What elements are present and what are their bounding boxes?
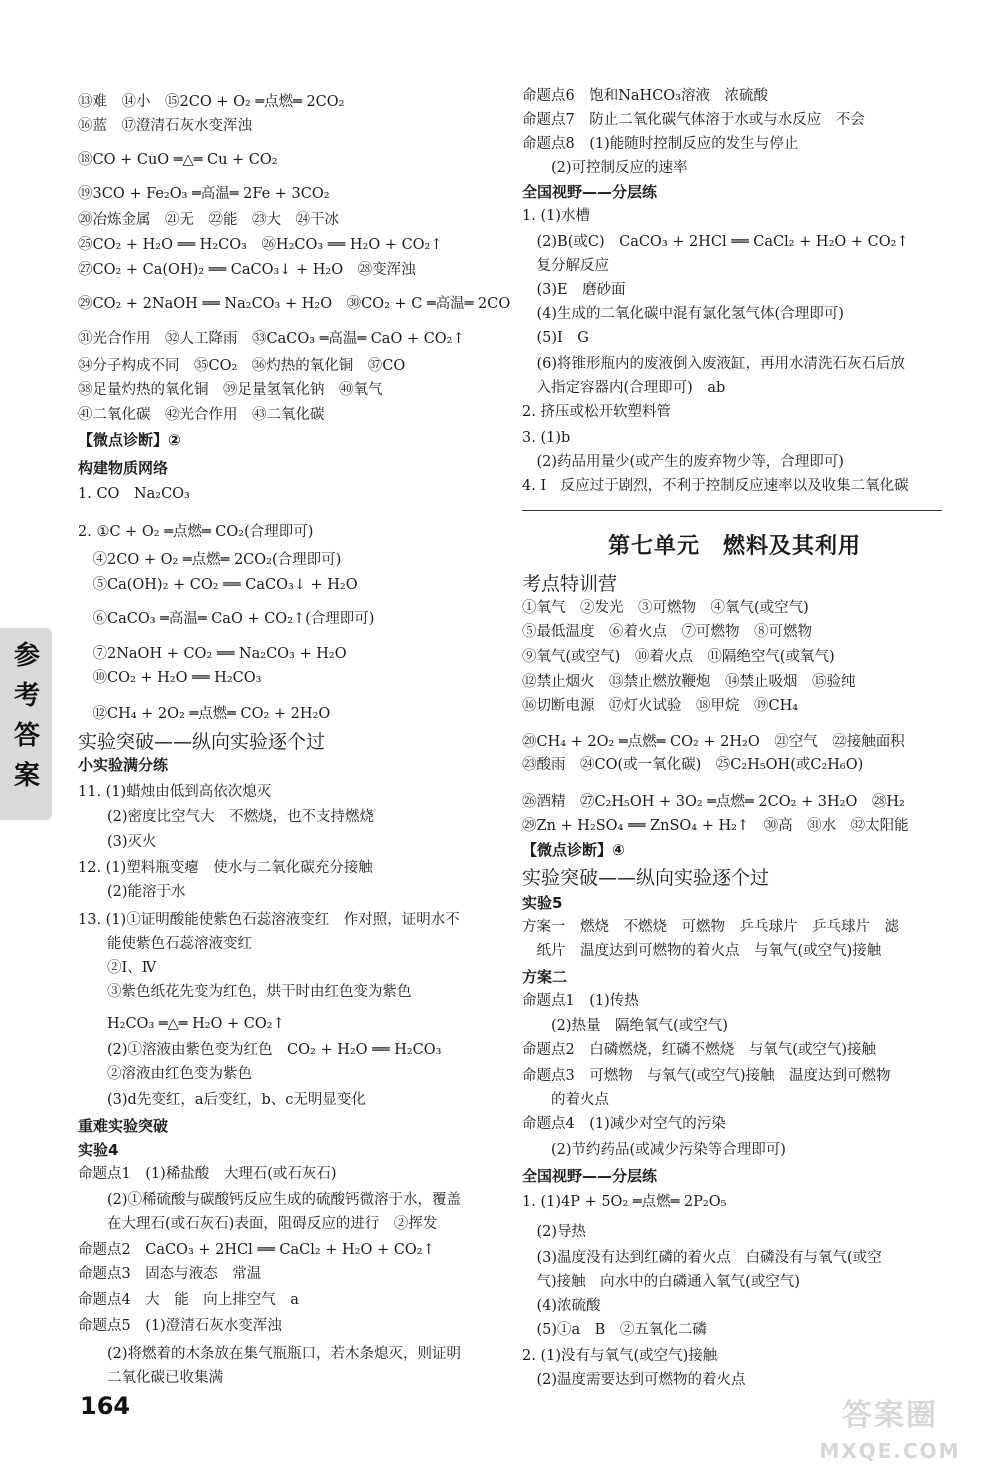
left-answer-line: (3)d先变红，a后变红，b、c无明显变化: [78, 1092, 366, 1108]
left-answer-line: ㉕CO₂ + H₂O ══ H₂CO₃ ㉖H₂CO₃ ══ H₂O + CO₂↑: [78, 237, 443, 253]
left-answer-line: ⑫CH₄ + 2O₂ ═点燃═ CO₂ + 2H₂O: [78, 706, 331, 722]
side-tab-label: 参考答案: [13, 641, 40, 791]
right-answer-line: ⑤最低温度 ⑥着火点 ⑦可燃物 ⑧可燃物: [522, 624, 812, 640]
left-answer-line: (2)①溶液由紫色变为红色 CO₂ + H₂O ══ H₂CO₃: [78, 1042, 442, 1058]
right-answer-line: (3)温度没有达到红磷的着火点 白磷没有与氧气(或空: [522, 1250, 882, 1266]
left-answer-line: 命题点4 大 能 向上排空气 a: [78, 1292, 299, 1308]
left-answer-line: ③紫色纸花先变为红色，烘干时由红色变为紫色: [78, 984, 412, 1000]
left-answer-line: 命题点2 CaCO₃ + 2HCl ══ CaCl₂ + H₂O + CO₂↑: [78, 1242, 435, 1258]
left-answer-line: 2. ①C + O₂ ═点燃═ CO₂(合理即可): [78, 524, 314, 540]
watermark-site: MXQE.COM: [819, 1439, 961, 1463]
right-answer-line: 命题点1 (1)传热: [522, 993, 639, 1009]
left-answer-line: ⑦2NaOH + CO₂ ══ Na₂CO₃ + H₂O: [78, 646, 347, 662]
left-answer-line: ⑯蓝 ⑰澄清石灰水变浑浊: [78, 118, 252, 134]
right-answer-line: ⑫禁止烟火 ⑬禁止燃放鞭炮 ⑭禁止吸烟 ⑮验纯: [522, 674, 856, 690]
left-answer-line: 13. (1)①证明酸能使紫色石蕊溶液变红 作对照，证明水不: [78, 912, 460, 928]
right-answer-line: (5)I G: [522, 330, 589, 346]
right-section-heading: 方案二: [522, 968, 568, 986]
right-answer-line: ⑳CH₄ + 2O₂ ═点燃═ CO₂ + 2H₂O ㉑空气 ㉒接触面积: [522, 734, 905, 750]
right-answer-line: (6)将锥形瓶内的废液倒入废液缸，再用水清洗石灰石后放: [522, 356, 906, 372]
left-answer-line: ⑩CO₂ + H₂O ══ H₂CO₃: [78, 670, 262, 686]
left-answer-line: ②Ⅰ、Ⅳ: [78, 960, 157, 976]
right-answer-line: 命题点7 防止二氧化碳气体溶于水或与水反应 不会: [522, 112, 865, 128]
left-answer-line: 在大理石(或石灰石)表面，阻碍反应的进行 ②挥发: [78, 1216, 438, 1232]
left-section-heading: 构建物质网络: [78, 459, 169, 477]
right-answer-line: (3)E 磨砂面: [522, 282, 626, 298]
left-answer-line: (2)密度比空气大 不燃烧，也不支持燃烧: [78, 809, 375, 825]
right-answer-line: 命题点2 白磷燃烧，红磷不燃烧 与氧气(或空气)接触: [522, 1042, 877, 1058]
section-divider: [522, 510, 942, 511]
watermark-main: 答案圈: [842, 1398, 938, 1433]
right-section-heading: 全国视野——分层练: [522, 183, 658, 201]
right-answer-line: 复分解反应: [522, 258, 609, 274]
left-answer-line: H₂CO₃ ═△═ H₂O + CO₂↑: [78, 1016, 285, 1032]
left-section-heading: 实验4: [78, 1141, 119, 1159]
right-answer-line: ⑨氧气(或空气) ⑩着火点 ⑪隔绝空气(或氧气): [522, 649, 835, 665]
left-answer-line: (2)将燃着的木条放在集气瓶瓶口，若木条熄灭，则证明: [78, 1346, 462, 1362]
left-answer-line: 命题点1 (1)稀盐酸 大理石(或石灰石): [78, 1166, 337, 1182]
left-answer-line: ㉞分子构成不同 ㉟CO₂ ㊱灼热的氧化铜 ㊲CO: [78, 358, 406, 374]
right-answer-line: (2)导热: [522, 1224, 587, 1240]
left-answer-line: 命题点5 (1)澄清石灰水变浑浊: [78, 1318, 282, 1334]
left-answer-line: ㉗CO₂ + Ca(OH)₂ ══ CaCO₃↓ + H₂O ㉘变浑浊: [78, 262, 416, 278]
right-answer-line: 命题点3 可燃物 与氧气(或空气)接触 温度达到可燃物: [522, 1068, 891, 1084]
left-answer-line: 12. (1)塑料瓶变瘪 使水与二氧化碳充分接触: [78, 860, 373, 876]
right-answer-line: 1. (1)水槽: [522, 208, 590, 224]
left-answer-line: ㊳足量灼热的氧化铜 ㊴足量氢氧化钠 ㊵氧气: [78, 382, 383, 398]
left-section-heading: 小实验满分练: [78, 756, 169, 774]
left-answer-line: (2)①稀硫酸与碳酸钙反应生成的硫酸钙微溶于水，覆盖: [78, 1192, 462, 1208]
right-answer-line: (2)药品用量少(或产生的废弃物少等，合理即可): [522, 454, 844, 470]
left-answer-line: (2)能溶于水: [78, 884, 186, 900]
page-number: 164: [80, 1392, 131, 1420]
right-answer-line: 命题点6 饱和NaHCO₃溶液 浓硫酸: [522, 88, 768, 104]
left-answer-line: ⑬难 ⑭小 ⑮2CO + O₂ ═点燃═ 2CO₂: [78, 94, 345, 110]
left-answer-line: 1. CO Na₂CO₃: [78, 486, 190, 502]
left-answer-line: ㉙CO₂ + 2NaOH ══ Na₂CO₃ + H₂O ㉚CO₂ + C ═高温═ 2CO: [78, 296, 511, 312]
right-section-heading: 【微点诊断】④: [522, 841, 625, 859]
left-section-heading: 【微点诊断】②: [78, 431, 181, 449]
right-answer-line: ㉓酸雨 ㉔CO(或一氧化碳) ㉕C₂H₅OH(或C₂H₆O): [522, 757, 864, 773]
right-answer-line: 2. 挤压或松开软塑料管: [522, 404, 671, 420]
right-answer-line: (2)节约药品(或减少污染等合理即可): [522, 1142, 786, 1158]
side-tab: [0, 628, 52, 820]
left-answer-line: ⑥CaCO₃ ═高温═ CaO + CO₂↑(合理即可): [78, 611, 375, 627]
right-section-heading: 实验5: [522, 894, 563, 912]
right-answer-line: (4)浓硫酸: [522, 1298, 601, 1314]
right-answer-line: ㉖酒精 ㉗C₂H₅OH + 3O₂ ═点燃═ 2CO₂ + 3H₂O ㉘H₂: [522, 794, 905, 810]
right-answer-line: 的着火点: [522, 1092, 609, 1108]
right-answer-line: (2)B(或C) CaCO₃ + 2HCl ══ CaCl₂ + H₂O + CO₂↑: [522, 234, 909, 250]
right-answer-line: 方案一 燃烧 不燃烧 可燃物 乒乓球片 乒乓球片 滤: [522, 919, 899, 935]
right-answer-line: 2. (1)没有与氧气(或空气)接触: [522, 1348, 718, 1364]
right-section-heading: 考点特训营: [522, 573, 618, 595]
left-answer-line: ④2CO + O₂ ═点燃═ 2CO₂(合理即可): [78, 552, 342, 568]
right-answer-line: 命题点8 (1)能随时控制反应的发生与停止: [522, 136, 799, 152]
right-answer-line: ㉙Zn + H₂SO₄ ══ ZnSO₄ + H₂↑ ㉚高 ㉛水 ㉜太阳能: [522, 818, 909, 834]
right-answer-line: (2)热量 隔绝氧气(或空气): [522, 1018, 728, 1034]
left-answer-line: ㉛光合作用 ㉜人工降雨 ㉝CaCO₃ ═高温═ CaO + CO₂↑: [78, 331, 465, 347]
left-answer-line: 能使紫色石蕊溶液变红: [78, 936, 252, 952]
left-answer-line: ⑳冶炼金属 ㉑无 ㉒能 ㉓大 ㉔干冰: [78, 212, 339, 228]
right-answer-line: (4)生成的二氧化碳中混有氯化氢气体(合理即可): [522, 306, 844, 322]
left-section-heading: 重难实验突破: [78, 1117, 169, 1135]
right-answer-line: (2)温度需要达到可燃物的着火点: [522, 1372, 746, 1388]
right-answer-line: 命题点4 (1)减少对空气的污染: [522, 1116, 726, 1132]
left-answer-line: 11. (1)蜡烛由低到高依次熄灭: [78, 784, 272, 800]
right-answer-line: (5)①a B ②五氧化二磷: [522, 1322, 707, 1338]
left-section-heading: 实验突破——纵向实验逐个过: [78, 731, 326, 753]
left-answer-line: (3)灭火: [78, 834, 157, 850]
right-answer-line: 气)接触 向水中的白磷通入氧气(或空气): [522, 1274, 800, 1290]
left-answer-line: ②溶液由红色变为紫色: [78, 1066, 252, 1082]
right-answer-line: 3. (1)b: [522, 430, 571, 446]
watermark-logo: [800, 1396, 980, 1476]
right-answer-line: 4. Ⅰ 反应过于剧烈，不利于控制反应速率以及收集二氧化碳: [522, 478, 909, 494]
left-answer-line: 二氧化碳已收集满: [78, 1370, 223, 1386]
left-answer-line: ㊶二氧化碳 ㊷光合作用 ㊸二氧化碳: [78, 407, 325, 423]
right-answer-line: ⑯切断电源 ⑰灯火试验 ⑱甲烷 ⑲CH₄: [522, 698, 799, 714]
right-answer-line: 纸片 温度达到可燃物的着火点 与氧气(或空气)接触: [522, 943, 882, 959]
right-answer-line: 1. (1)4P + 5O₂ ═点燃═ 2P₂O₅: [522, 1194, 727, 1210]
right-section-heading: 全国视野——分层练: [522, 1167, 658, 1185]
left-answer-line: ⑲3CO + Fe₂O₃ ═高温═ 2Fe + 3CO₂: [78, 186, 330, 202]
left-answer-line: ⑱CO + CuO ═△═ Cu + CO₂: [78, 152, 278, 168]
right-section-heading: 实验突破——纵向实验逐个过: [522, 867, 770, 889]
right-answer-line: 入指定容器内(合理即可) ab: [522, 380, 726, 396]
right-answer-line: (2)可控制反应的速率: [522, 160, 688, 176]
left-answer-line: ⑤Ca(OH)₂ + CO₂ ══ CaCO₃↓ + H₂O: [78, 577, 358, 593]
right-answer-line: ①氧气 ②发光 ③可燃物 ④氧气(或空气): [522, 600, 809, 616]
right-unit-title: 第七单元 燃料及其利用: [607, 534, 861, 559]
left-answer-line: 命题点3 固态与液态 常温: [78, 1266, 262, 1282]
